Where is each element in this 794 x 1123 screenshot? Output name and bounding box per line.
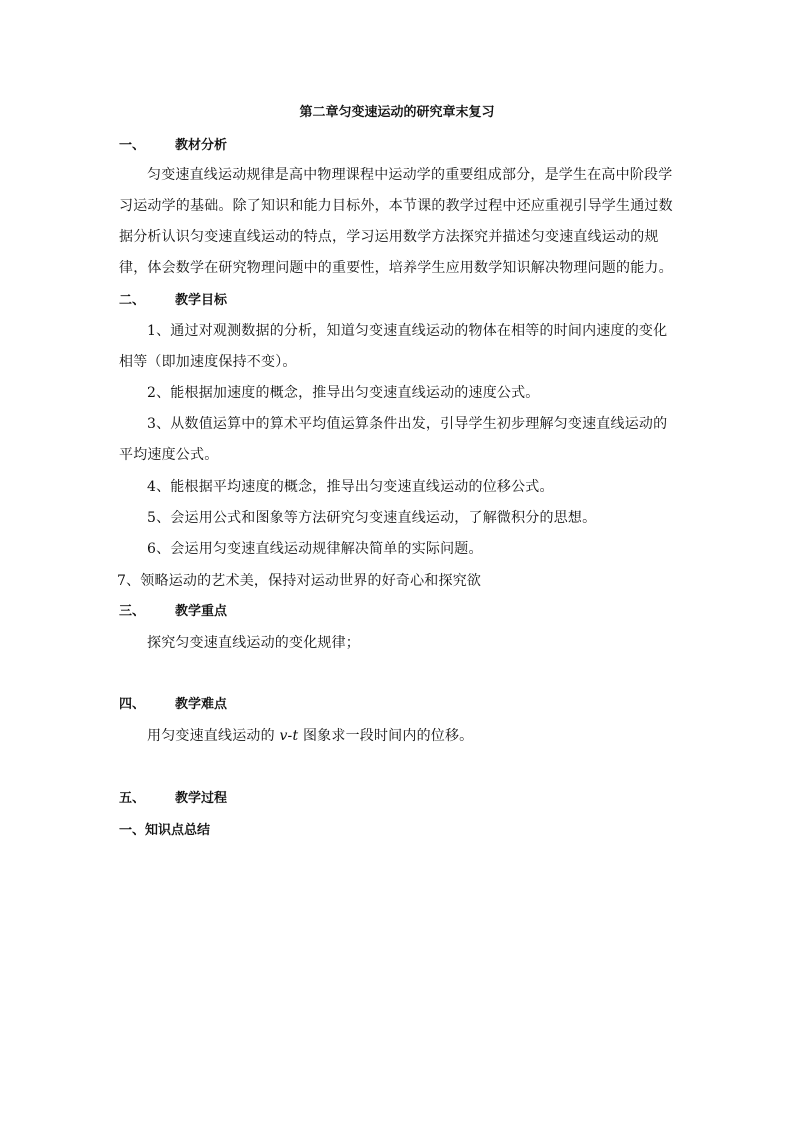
goal-item: 5、会运用公式和图象等方法研究匀变速直线运动，了解微积分的思想。: [147, 510, 597, 526]
difficulty-text-before: 用匀变速直线运动的: [147, 728, 280, 744]
section-heading-analysis: [119, 137, 227, 155]
difficulty-text-after: 图象求一段时间内的位移。: [298, 728, 474, 744]
section-number: 三、: [119, 604, 146, 619]
section-number: 四、: [119, 697, 146, 712]
section-heading-key-point: [119, 603, 227, 621]
section-number: 五、: [119, 791, 146, 806]
goal-item: [119, 409, 679, 471]
subsection-heading-knowledge-summary: 一、知识点总结: [119, 823, 211, 838]
difficulty-text: [147, 721, 679, 752]
section-heading-process: [119, 790, 227, 808]
goal-text: 3、从数值运算中的算术平均值运算条件出发，引导学生初步理解匀变速直线运动的平均速度公式。: [119, 416, 668, 463]
section-title: 教学重点: [175, 604, 228, 619]
goal-item: 4、能根据平均速度的概念，推导出匀变速直线运动的位移公式。: [147, 479, 554, 495]
goal-item: [119, 316, 679, 378]
section-heading-goals: [119, 292, 227, 310]
vt-symbol: v-t: [279, 728, 299, 744]
analysis-paragraph: [119, 160, 679, 284]
section-heading-difficulty: [119, 696, 227, 714]
section-number: 一、: [119, 138, 146, 153]
goal-item: 7、领略运动的艺术美，保持对运动世界的好奇心和探究欲: [117, 573, 482, 589]
section-title: 教学过程: [175, 791, 228, 806]
goal-text: 1、通过对观测数据的分析，知道匀变速直线运动的物体在相等的时间内速度的变化相等（即加速度保持不变）。: [119, 323, 668, 370]
key-point-text: 探究匀变速直线运动的变化规律；: [147, 635, 360, 651]
analysis-text: 匀变速直线运动规律是高中物理课程中运动学的重要组成部分，是学生在高中阶段学习运动学的基础。除了知识和能力目标外，本节课的教学过程中还应重视引导学生通过数据分析认识匀变速直线运动的特点，学习运用数学方法探究并描述匀变速直线运动的规律，体会数学在研究物理问题中的重要性，培养学生应用数学知识解决物理问题的能力。: [119, 167, 673, 276]
section-title: 教材分析: [175, 138, 228, 153]
goal-item: 2、能根据加速度的概念，推导出匀变速直线运动的速度公式。: [147, 385, 540, 401]
goal-item: 6、会运用匀变速直线运动规律解决简单的实际问题。: [147, 541, 483, 557]
section-title: 教学难点: [175, 697, 228, 712]
document-title: 第二章匀变速运动的研究章末复习: [299, 105, 495, 120]
section-number: 二、: [119, 293, 146, 308]
section-title: 教学目标: [175, 293, 228, 308]
